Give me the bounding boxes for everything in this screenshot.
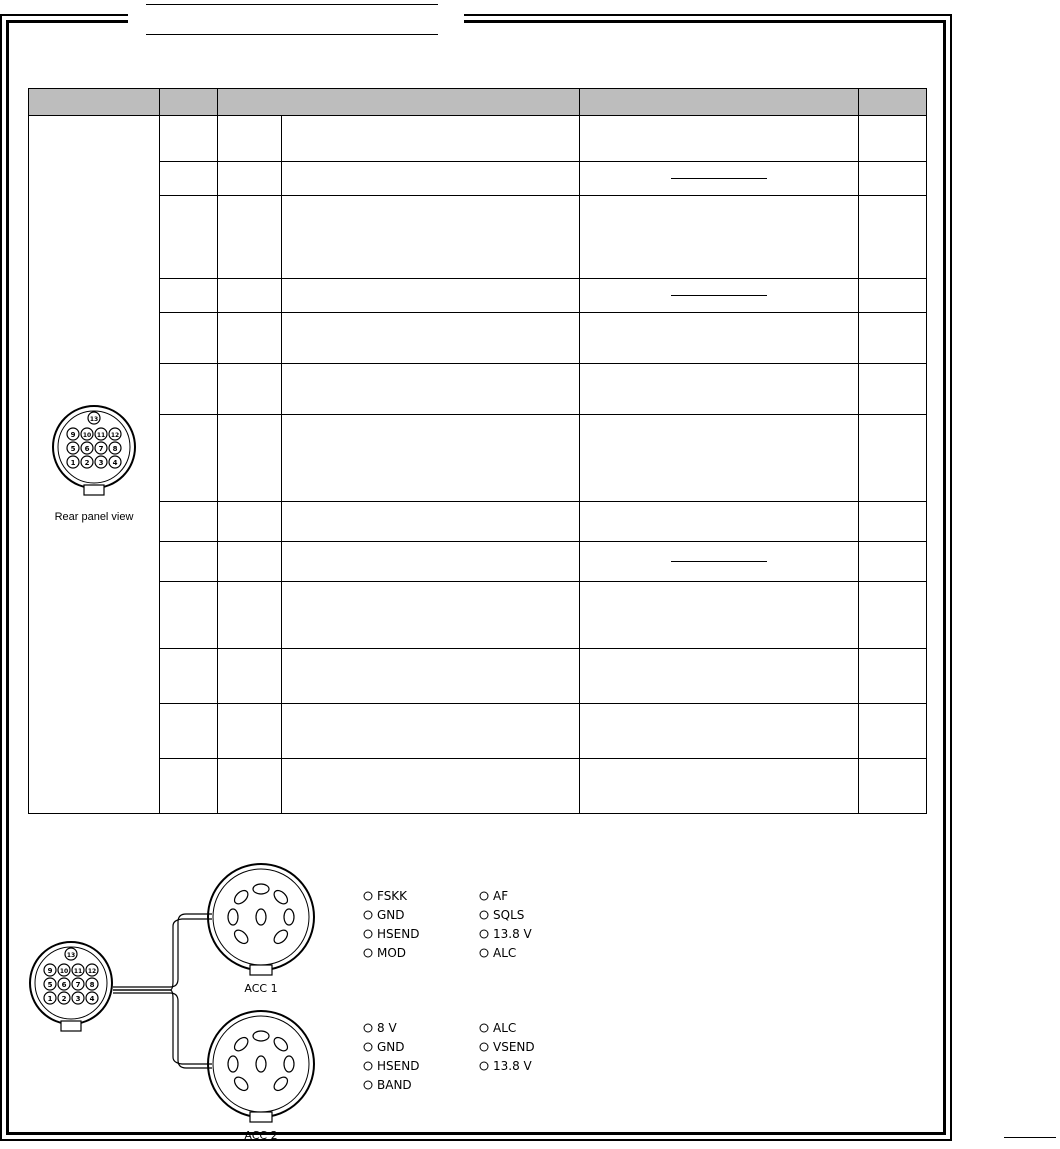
connector-pin-number: 5 <box>47 981 53 989</box>
desc-cell <box>282 704 580 759</box>
connector-pin-number: 2 <box>84 459 90 467</box>
spec-cell <box>580 279 859 313</box>
overline-mark <box>671 178 767 179</box>
din-pin <box>272 888 290 906</box>
header-cell-pin <box>160 89 218 116</box>
extra-cell <box>859 502 927 542</box>
spec-cell <box>580 415 859 502</box>
desc-cell <box>282 502 580 542</box>
connector-pin-number: 1 <box>70 459 76 467</box>
pin-number-marker-icon <box>364 949 372 957</box>
extra-cell <box>859 582 927 649</box>
desc-cell <box>282 313 580 364</box>
name-cell <box>218 196 282 279</box>
table-row <box>29 415 927 502</box>
din-pin <box>228 909 238 925</box>
name-cell <box>218 759 282 814</box>
pin-cell <box>160 582 218 649</box>
desc-cell <box>282 279 580 313</box>
connector-pin-number: 13 <box>89 416 99 423</box>
connector-pin-number: 4 <box>112 459 118 467</box>
pin-legend-label: 8 V <box>377 1021 397 1035</box>
pin-cell <box>160 116 218 162</box>
connector-pin-number: 8 <box>89 981 95 989</box>
pin-cell <box>160 502 218 542</box>
pin-number-marker-icon <box>480 949 488 957</box>
din-pin <box>272 1075 290 1093</box>
pin-legend-label: HSEND <box>377 927 420 941</box>
din-pin <box>232 888 250 906</box>
spec-cell <box>580 649 859 704</box>
extra-cell <box>859 116 927 162</box>
name-cell <box>218 502 282 542</box>
pin-number-marker-icon <box>364 1024 372 1032</box>
header-cell-extra <box>859 89 927 116</box>
pin-cell <box>160 649 218 704</box>
pin-legend-label: 13.8 V <box>493 1059 532 1073</box>
connector-pin-number: 5 <box>70 445 76 453</box>
extra-cell <box>859 704 927 759</box>
pin-number-marker-icon <box>480 1024 488 1032</box>
connector-pin-number: 3 <box>75 995 81 1003</box>
acc-cable-diagram <box>20 850 640 1140</box>
connector-pin-number: 7 <box>98 445 104 453</box>
table-row <box>29 582 927 649</box>
connector-pin-number: 6 <box>84 445 90 453</box>
name-cell <box>218 116 282 162</box>
connector-pin-number: 7 <box>75 981 81 989</box>
name-cell <box>218 279 282 313</box>
acc2-pin-legend <box>364 1021 535 1092</box>
connector-pin-number: 10 <box>82 432 92 439</box>
acc-plug-13pin-icon <box>30 942 112 1031</box>
header-cell-name <box>218 89 580 116</box>
pin-number-marker-icon <box>364 892 372 900</box>
title-rule-bottom <box>146 34 438 35</box>
pin-legend-label: BAND <box>377 1078 412 1092</box>
table-row <box>29 162 927 196</box>
connector-pin-number: 6 <box>61 981 67 989</box>
spec-cell <box>580 162 859 196</box>
extra-cell <box>859 162 927 196</box>
connector-pin-number: 12 <box>87 968 97 975</box>
pin-legend-label: MOD <box>377 946 407 960</box>
pin-number-marker-icon <box>480 1062 488 1070</box>
din-pin <box>256 909 266 925</box>
pin-legend-label: SQLS <box>493 908 525 922</box>
acc2-din-connector-icon <box>208 1011 314 1122</box>
desc-cell <box>282 116 580 162</box>
extra-cell <box>859 649 927 704</box>
table-row <box>29 759 927 814</box>
connector-pin-number: 9 <box>47 967 53 975</box>
name-cell <box>218 542 282 582</box>
din-pin <box>284 909 294 925</box>
extra-cell <box>859 542 927 582</box>
connector-pin-number: 2 <box>61 995 67 1003</box>
connector-pin-number: 11 <box>96 432 106 439</box>
header-cell-spec <box>580 89 859 116</box>
din-pin <box>256 1056 266 1072</box>
table-row <box>29 364 927 415</box>
pin-legend-label: GND <box>377 1040 405 1054</box>
din-pin <box>272 928 290 946</box>
connector-pin-number: 9 <box>70 431 76 439</box>
pin-legend-label: GND <box>377 908 405 922</box>
pin-number-marker-icon <box>364 930 372 938</box>
extra-cell <box>859 415 927 502</box>
pin-legend-label: VSEND <box>493 1040 535 1054</box>
pin-legend-label: ALC <box>493 1021 517 1035</box>
extra-cell <box>859 759 927 814</box>
spec-cell <box>580 313 859 364</box>
spec-cell <box>580 196 859 279</box>
desc-cell <box>282 759 580 814</box>
pin-number-marker-icon <box>364 1062 372 1070</box>
spec-cell <box>580 364 859 415</box>
connector-pin-number: 12 <box>110 432 120 439</box>
din-pin <box>284 1056 294 1072</box>
pin-legend-label: FSKK <box>377 889 408 903</box>
name-cell <box>218 582 282 649</box>
pin-cell <box>160 196 218 279</box>
connector-pin-number: 3 <box>98 459 104 467</box>
acc1-din-connector-icon <box>208 864 314 975</box>
connector-pin-number: 1 <box>47 995 53 1003</box>
page-corner-rule <box>1004 1137 1056 1138</box>
rear-panel-label: Rear panel view <box>54 511 134 523</box>
din-pin <box>232 1075 250 1093</box>
extra-cell <box>859 279 927 313</box>
desc-cell <box>282 415 580 502</box>
spec-cell <box>580 582 859 649</box>
din-pin <box>253 884 269 894</box>
extra-cell <box>859 313 927 364</box>
pin-legend-label: 13.8 V <box>493 927 532 941</box>
name-cell <box>218 364 282 415</box>
name-cell <box>218 415 282 502</box>
pin-number-marker-icon <box>480 1043 488 1051</box>
connector-pin-number: 10 <box>59 968 69 975</box>
din-pin <box>232 1035 250 1053</box>
pin-cell <box>160 364 218 415</box>
name-cell <box>218 162 282 196</box>
connector-13pin-icon <box>39 405 149 505</box>
acc-split-cable <box>113 914 212 1068</box>
desc-cell <box>282 649 580 704</box>
pin-legend-label: AF <box>493 889 509 903</box>
pin-cell <box>160 279 218 313</box>
din-pin <box>232 928 250 946</box>
table-row <box>29 313 927 364</box>
pin-cell <box>160 704 218 759</box>
desc-cell <box>282 196 580 279</box>
acc2-label: ACC 2 <box>244 1129 278 1140</box>
connector-pin-number: 8 <box>112 445 118 453</box>
pin-number-marker-icon <box>364 911 372 919</box>
pin-cell <box>160 542 218 582</box>
connector-pin-number: 11 <box>73 968 83 975</box>
pin-cell <box>160 162 218 196</box>
table-row <box>29 116 927 162</box>
desc-cell <box>282 162 580 196</box>
connector-pin-number: 4 <box>89 995 95 1003</box>
pin-number-marker-icon <box>364 1081 372 1089</box>
spec-cell <box>580 759 859 814</box>
desc-cell <box>282 364 580 415</box>
extra-cell <box>859 196 927 279</box>
name-cell <box>218 704 282 759</box>
pin-legend-label: HSEND <box>377 1059 420 1073</box>
acc1-label: ACC 1 <box>244 982 278 995</box>
overline-mark <box>671 295 767 296</box>
spec-cell <box>580 704 859 759</box>
pin-cell <box>160 313 218 364</box>
pin-cell <box>160 415 218 502</box>
name-cell <box>218 313 282 364</box>
desc-cell <box>282 582 580 649</box>
extra-cell <box>859 364 927 415</box>
title-gap <box>128 8 464 30</box>
pin-cell <box>160 759 218 814</box>
table-row <box>29 649 927 704</box>
table-header-row <box>29 89 927 116</box>
table-row <box>29 279 927 313</box>
overline-mark <box>671 561 767 562</box>
pin-number-marker-icon <box>480 911 488 919</box>
table-row <box>29 542 927 582</box>
din-pin <box>253 1031 269 1041</box>
din-pin <box>228 1056 238 1072</box>
spec-cell <box>580 502 859 542</box>
connector-cell <box>29 116 160 814</box>
pin-number-marker-icon <box>364 1043 372 1051</box>
table-row <box>29 196 927 279</box>
spec-cell <box>580 542 859 582</box>
acc1-pin-legend <box>364 889 533 960</box>
din-pin <box>272 1035 290 1053</box>
name-cell <box>218 649 282 704</box>
title-rule-top <box>146 4 438 5</box>
desc-cell <box>282 542 580 582</box>
pin-number-marker-icon <box>480 930 488 938</box>
header-cell-connector <box>29 89 160 116</box>
table-row <box>29 704 927 759</box>
connector-pin-number: 13 <box>66 952 76 959</box>
pin-legend-label: ALC <box>493 946 517 960</box>
pin-number-marker-icon <box>480 892 488 900</box>
table-row <box>29 502 927 542</box>
pin-table <box>28 88 927 814</box>
spec-cell <box>580 116 859 162</box>
